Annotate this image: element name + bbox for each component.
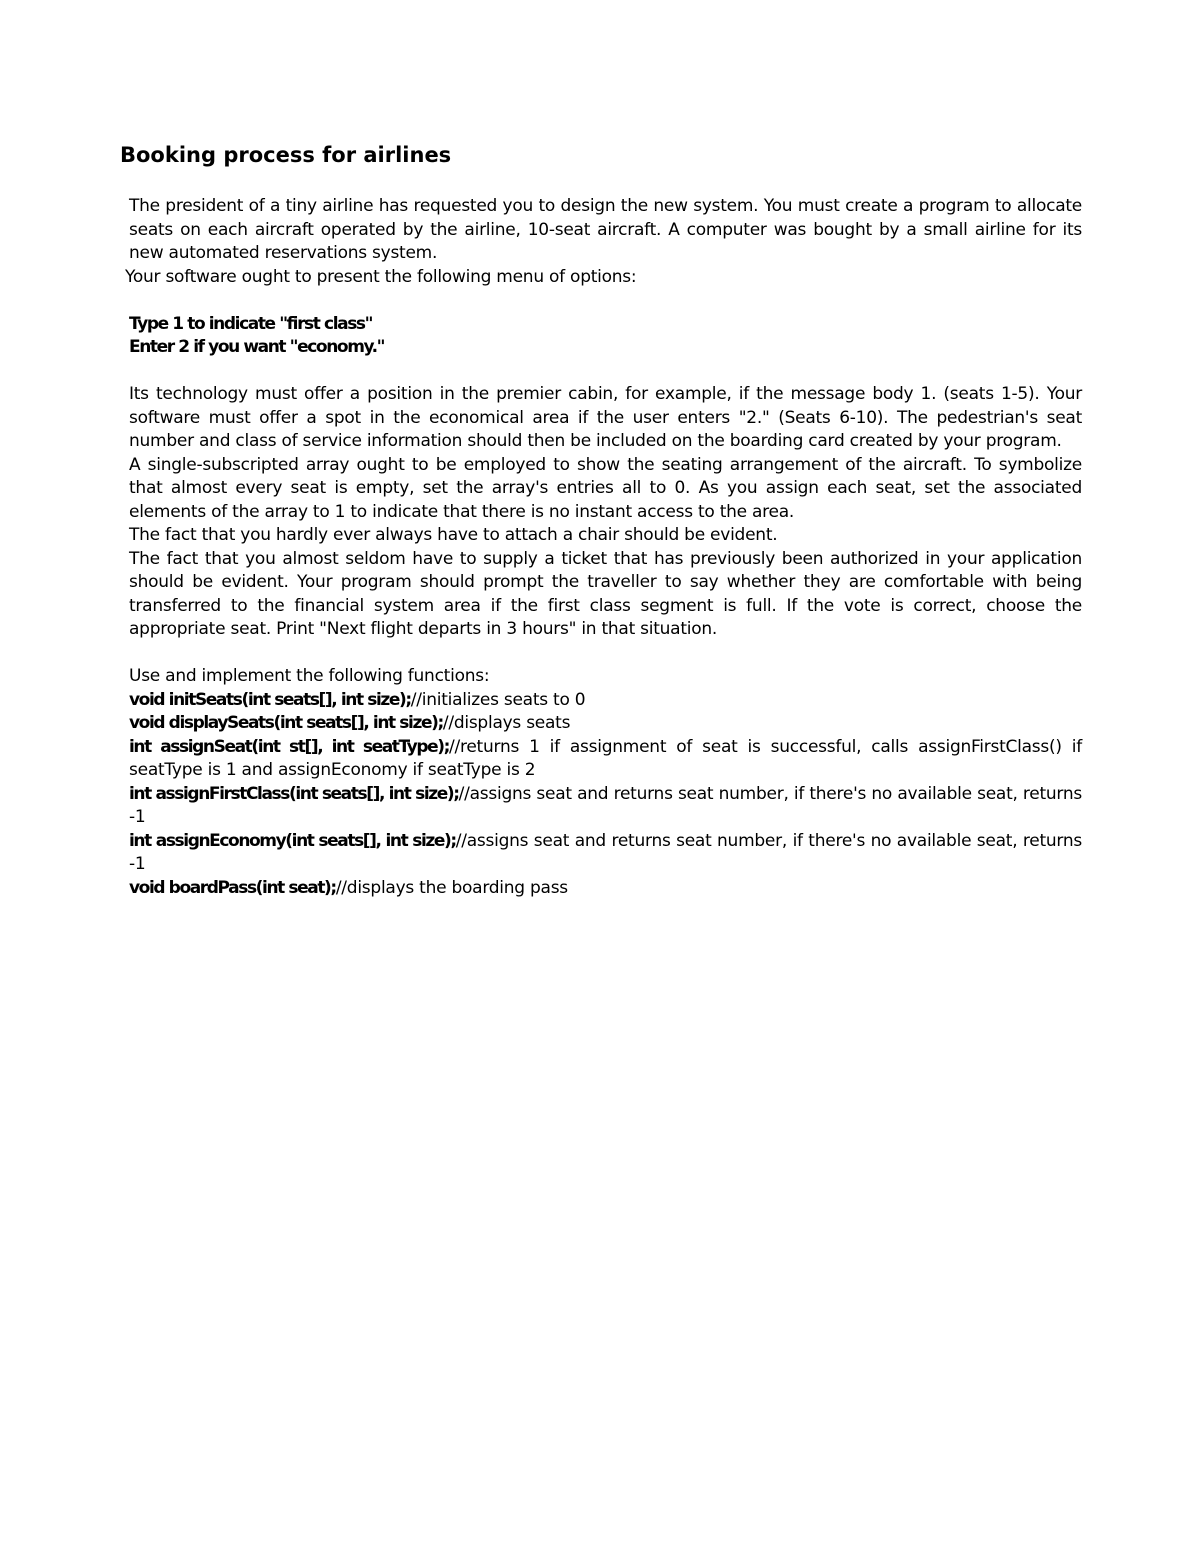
function-comment: //displays seats	[442, 713, 571, 733]
paragraph-ticket: The fact that you almost seldom have to supply a ticket that has previously been authorized in your application should be evident. Your program should prompt the traveller to say whether they are comfortable with being transferred to the financial system area if the first class segment is full. If the vote is correct, choose the appropriate seat. Print "Next flight departs in 3 hours" in that situation.	[129, 548, 1082, 639]
menu-option-first-class: Type 1 to indicate "first class"	[129, 313, 373, 334]
paragraph-array: A single-subscripted array ought to be employed to show the seating arrangement of the aircraft. To symbolize that almost every seat is empty, set the array's entries all to 0. As you assign each seat, set the associated elements of the array to 1 to indicate that there is no instant access to the area.	[129, 454, 1082, 522]
function-signature: void displaySeats(int seats[], int size);	[129, 713, 443, 733]
function-item	[129, 736, 1082, 783]
paragraph-chair: The fact that you hardly ever always have to attach a chair should be evident.	[129, 525, 778, 545]
function-comment: //assigns seat and returns seat number, if there's no available seat, returns -1	[129, 783, 1082, 827]
function-comment: //returns 1 if assignment of seat is successful, calls assignFirstClass() if seatType is 1 and assignEconomy if seatType is 2	[129, 736, 1082, 780]
functions-intro: Use and implement the following functions:	[129, 666, 490, 686]
spacer	[129, 360, 1082, 384]
function-item	[129, 689, 1082, 713]
function-comment: //assigns seat and returns seat number, if there's no available seat, returns -1	[129, 830, 1082, 874]
function-item	[129, 830, 1082, 877]
function-signature: void initSeats(int seats[], int size);	[129, 689, 411, 710]
function-comment: //initializes seats to 0	[410, 689, 586, 710]
intro-paragraph: The president of a tiny airline has requested you to design the new system. You must create a program to allocate seats on each aircraft operated by the airline, 10-seat aircraft. A computer was bought by a small airline for its new automated reservations system.	[129, 196, 1082, 263]
document-body	[125, 195, 1082, 900]
spacer	[129, 289, 1082, 313]
document-title: Booking process for airlines	[120, 143, 452, 167]
menu-prompt: Your software ought to present the following menu of options:	[125, 266, 637, 287]
function-item	[129, 877, 1082, 901]
function-signature: void boardPass(int seat);	[129, 877, 336, 898]
menu-option-economy: Enter 2 if you want "economy."	[129, 337, 385, 357]
paragraph-seat-offer: Its technology must offer a position in the premier cabin, for example, if the message body 1. (seats 1-5). Your software must offer a spot in the economical area if the user enters "2." (Seats 6-10). The pedestrian's seat number and class of service information should then be included on the boarding card created by your program.	[129, 384, 1082, 451]
function-comment: //displays the boarding pass	[335, 877, 568, 898]
function-item	[129, 712, 1082, 736]
function-signature: int assignSeat(int st[], int seatType);	[129, 736, 450, 757]
spacer	[129, 642, 1082, 666]
function-signature: int assignFirstClass(int seats[], int size);	[129, 783, 459, 804]
function-signature: int assignEconomy(int seats[], int size);	[129, 830, 456, 851]
function-item	[129, 783, 1082, 830]
